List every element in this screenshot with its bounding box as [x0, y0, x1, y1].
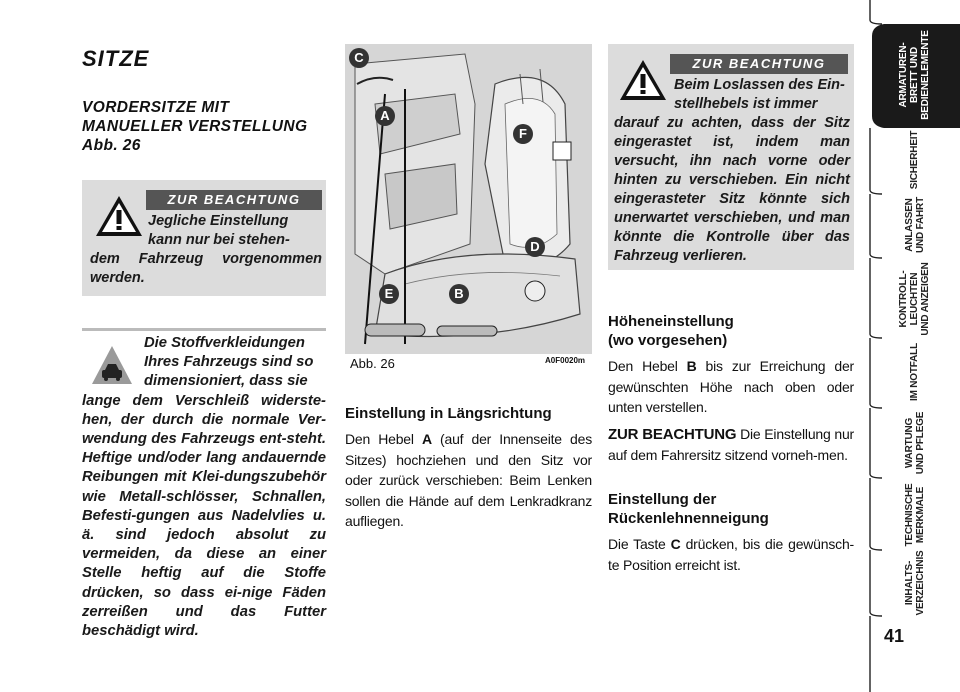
- figure-label-a: A: [375, 106, 395, 126]
- figure-label-c: C: [349, 48, 369, 68]
- care-note: [82, 328, 326, 640]
- warning-box-1: [82, 180, 326, 296]
- seat-illustration: [345, 44, 592, 354]
- section-backrest: [608, 490, 854, 575]
- warning-badge: ZUR BEACHTUNG: [146, 190, 322, 210]
- section-heading-sub: (wo vorgesehen): [608, 332, 728, 349]
- sidebar-tab-armaturenbrett[interactable]: ARMATUREN- BRETT UND BEDIENELEMENTE: [898, 30, 931, 120]
- sidebar-tab-kontrollleuchten[interactable]: KONTROLL- LEUCHTEN UND ANZEIGEN: [898, 262, 931, 336]
- figure-code: A0F0020m: [545, 356, 586, 365]
- section-heading: Höheneinstellung: [608, 313, 734, 330]
- sidebar-tab-sicherheit[interactable]: SICHERHEIT: [909, 130, 920, 190]
- section-body: Den Hebel A (auf der Innenseite des Sitzes) hochziehen und den Sitz vor oder zurück verschieben: Beim Lenken sollen die Hände auf dem Lenkradkranz aufliegen.: [345, 431, 592, 529]
- section-note: ZUR BEACHTUNG Die Einstellung nur auf dem Fahrersitz sitzend vorneh-men.: [608, 425, 854, 463]
- figure-label-b: B: [449, 284, 469, 304]
- section-heading-sub: Rückenlehnenneigung: [608, 510, 769, 527]
- sidebar-tab-notfall[interactable]: IM NOTFALL: [909, 343, 920, 401]
- section-body: Den Hebel B bis zur Erreichung der gewünschten Höhe nach oben oder unten verstellen.: [608, 358, 854, 415]
- sidebar-tab-anlassen[interactable]: ANLASSEN UND FAHRT: [904, 197, 926, 253]
- warning-box-2: [608, 44, 854, 270]
- figure-caption: Abb. 26: [350, 356, 395, 371]
- sidebar-tab-technische-merkmale[interactable]: TECHNISCHE MERKMALE: [904, 483, 926, 547]
- section-height: [608, 312, 854, 466]
- section-heading: Einstellung der: [608, 491, 717, 508]
- warning-text-2: Beim Loslassen des Ein- stellhebels ist immer darauf zu achten, dass der Sitz eingerastet ist, indem man versucht, ihn nach vorne oder hinten zu verschieben. Ein nicht eingerasteter Sitz könnte sich unerwartet verschieben, und man könnte die Kontrolle über das Fahrzeug verlieren.: [614, 77, 850, 264]
- seat-drawing: [345, 44, 592, 354]
- care-note-text: Die Stoffverkleidungen Ihres Fahrzeugs sind so dimensioniert, dass sie lange dem Verschleiß widerste-hen, der durch die normale Ver-wendung des Fahrzeugs ent-steht. Heftige und/oder lang andauernde Reibungen mit Klei-dungszubehör wie Metall-schlösser, Schnallen, Befesti-gungen aus Nadelvlies u. ä. sind jedoch absolut zu vermeiden, da diese an einer Stelle heftig auf die Stoffe drücken, so dass ei-nige Fäden zerreißen und das Futter beschädigt wird.: [82, 335, 326, 640]
- section-body: Die Taste C drücken, bis die gewünsch-te Position erreicht ist.: [608, 536, 855, 573]
- sidebar-tab-wartung[interactable]: WARTUNG UND PFLEGE: [904, 411, 926, 475]
- figure-label-d: D: [525, 237, 545, 257]
- section-heading: Einstellung in Längsrichtung: [345, 405, 552, 422]
- section-subtitle: VORDERSITZE MIT MANUELLER VERSTELLUNG Abb. 26: [82, 99, 308, 154]
- sidebar-tab-inhaltsverzeichnis[interactable]: INHALTS- VERZEICHNIS: [904, 550, 926, 616]
- warning-badge: ZUR BEACHTUNG: [670, 54, 848, 74]
- page-title: SITZE: [82, 46, 150, 71]
- figure-label-f: F: [513, 124, 533, 144]
- page-number: 41: [883, 626, 905, 646]
- figure-label-e: E: [379, 284, 399, 304]
- section-longitudinal: [345, 404, 592, 532]
- warning-text-1: Jegliche Einstellung kann nur bei stehen- dem Fahrzeug vorgenommen werden.: [90, 213, 322, 286]
- divider: [82, 328, 326, 331]
